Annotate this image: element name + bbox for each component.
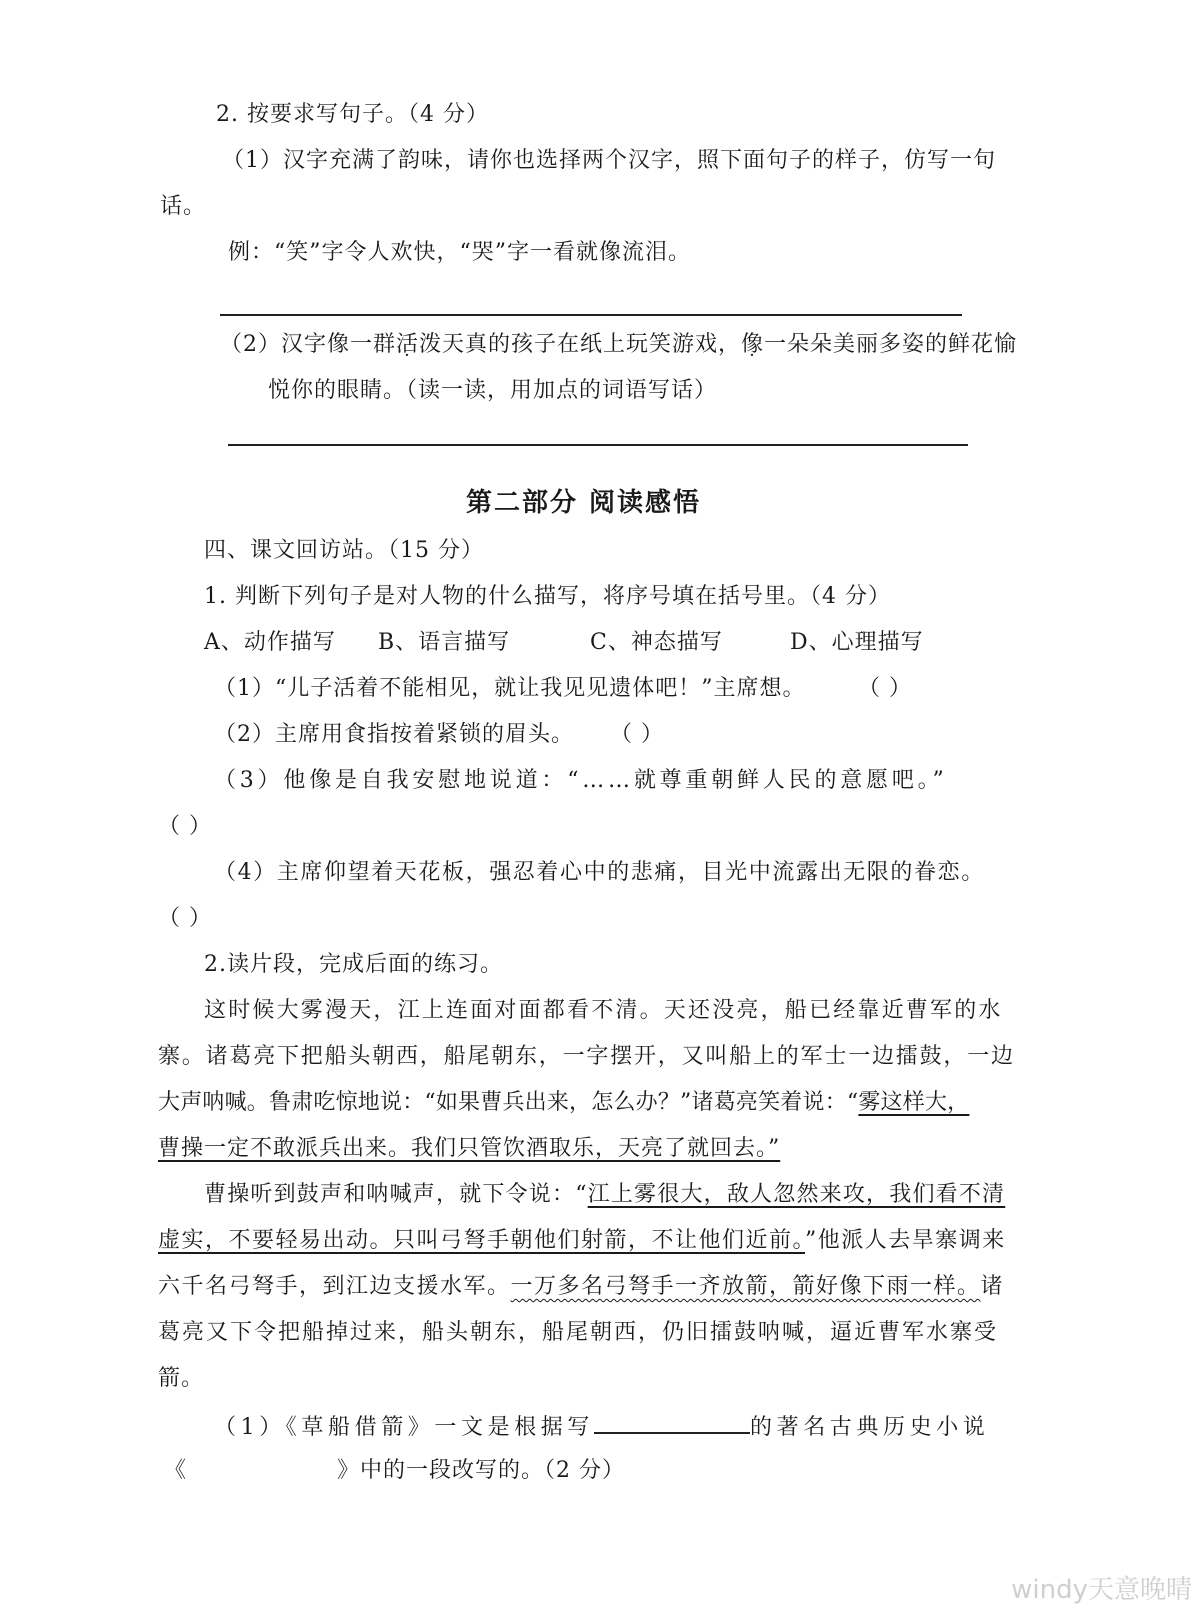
passage-line-4	[158, 1134, 780, 1164]
underlined-quote-2a: 江上雾很大，敌人忽然来攻，我们看不清	[587, 1182, 1006, 1207]
passage-line-2: 寨。诸葛亮下把船头朝西，船尾朝东，一字摆开，又叫船上的军士一边擂鼓，一边	[158, 1044, 1015, 1069]
underlined-quote-1a: 雾这样大，	[858, 1090, 970, 1115]
q2-heading: 2. 按要求写句子。（4 分）	[216, 102, 489, 127]
passage-line-6	[158, 1226, 1006, 1256]
underlined-quote-2b: 虚实，不要轻易出动。只叫弓弩手朝他们射箭，不让他们近前。	[158, 1228, 806, 1253]
part2-title: 第二部分 阅读感悟	[466, 488, 702, 518]
q2-p1-line2: 话。	[160, 194, 207, 219]
wavy-underlined-sentence: 一万多名弓弩手一齐放箭，箭好像下雨一样。	[510, 1274, 981, 1299]
answer-line-2[interactable]	[228, 444, 968, 446]
q2-p1-line1: （1）汉字充满了韵味，请你也选择两个汉字，照下面句子的样子，仿写一句	[222, 148, 996, 173]
q2-example: 例：“笑”字令人欢快，“哭”字一看就像流泪。	[228, 240, 691, 265]
item-2-answer-paren[interactable]: （ ）	[610, 722, 664, 747]
q2-p2-text-c: 一朵朵美丽多姿的鲜花愉	[764, 332, 1018, 357]
book-title-open: 《	[164, 1458, 188, 1483]
q2-p2-line1	[220, 330, 1017, 360]
q2-p2-line2: 悦你的眼睛。（读一读，用加点的词语写话）	[268, 378, 718, 403]
item-1: （1）“儿子活着不能相见，就让我见见遗体吧！”主席想。	[214, 676, 806, 701]
passage-line-5-text: 曹操听到鼓声和呐喊声，就下令说：“	[204, 1182, 588, 1207]
s4-q1: 1. 判断下列句子是对人物的什么描写，将序号填在括号里。（4 分）	[204, 584, 891, 609]
q2-1-text-a: （1）《草船借箭》一文是根据写	[214, 1415, 594, 1440]
item-1-answer-paren[interactable]: （ ）	[858, 676, 912, 701]
passage-line-8: 葛亮又下令把船掉过来，船头朝东，船尾朝西，仍旧擂鼓呐喊，逼近曹军水寨受	[158, 1320, 999, 1345]
q2-1-line1	[214, 1410, 989, 1443]
passage-line-5	[204, 1180, 1005, 1210]
dotted-char-1: 活	[396, 332, 420, 357]
passage-line-1: 这时候大雾漫天，江上连面对面都看不清。天还没亮，船已经靠近曹军的水	[204, 998, 1003, 1023]
item-4-answer-paren[interactable]: （ ）	[158, 906, 212, 931]
passage-line-7-text-a: 六千名弓弩手，到江边支援水军。	[158, 1274, 511, 1299]
q2-1-text-c: 》中的一段改写的。（2 分）	[337, 1458, 626, 1483]
item-4: （4）主席仰望着天花板，强忍着心中的悲痛，目光中流露出无限的眷恋。	[214, 860, 985, 885]
item-3: （3）他像是自我安慰地说道：“……就尊重朝鲜人民的意愿吧。”	[214, 768, 948, 793]
answer-line-1[interactable]	[220, 314, 962, 316]
s4-heading: 四、课文回访站。（15 分）	[204, 538, 484, 563]
dotted-char-2: 像	[741, 332, 765, 357]
author-blank[interactable]	[594, 1410, 750, 1434]
passage-line-6-text: ”他派人去旱寨调来	[805, 1228, 1006, 1253]
item-2: （2）主席用食指按着紧锁的眉头。	[214, 722, 574, 747]
passage-line-7	[158, 1272, 1004, 1302]
s4-q2: 2.读片段，完成后面的练习。	[204, 952, 503, 977]
option-c: C、神态描写	[590, 630, 723, 655]
option-d: D、心理描写	[790, 630, 924, 655]
option-b: B、语言描写	[378, 630, 511, 655]
passage-line-3-text: 大声呐喊。鲁肃吃惊地说：“如果曹兵出来，怎么办？”诸葛亮笑着说：“	[158, 1090, 859, 1115]
passage-line-3	[158, 1088, 969, 1118]
item-3-answer-paren[interactable]: （ ）	[158, 814, 212, 839]
watermark: windy天意晚晴	[1011, 1575, 1192, 1605]
q2-1-line2	[164, 1456, 625, 1486]
underlined-quote-1b: 曹操一定不敢派兵出来。我们只管饮酒取乐，天亮了就回去。”	[158, 1136, 781, 1161]
q2-p2-text-b: 泼天真的孩子在纸上玩笑游戏，	[419, 332, 742, 357]
option-a: A、动作描写	[204, 630, 336, 655]
q2-1-text-b: 的著名古典历史小说	[750, 1415, 990, 1440]
passage-line-7-text-b: 诸	[980, 1274, 1005, 1299]
q2-p2-text-a: （2）汉字像一群	[220, 332, 396, 357]
passage-line-9: 箭。	[158, 1366, 205, 1391]
